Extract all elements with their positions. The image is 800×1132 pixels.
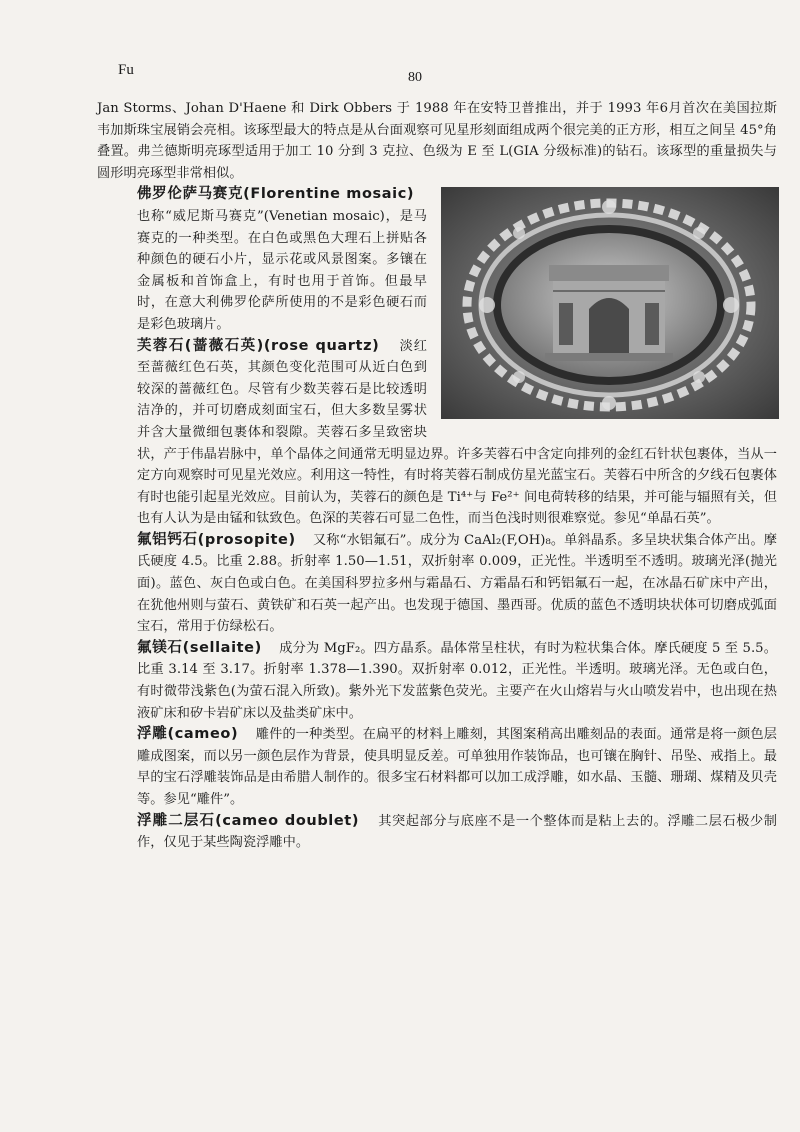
entry-text: 其突起部分与底座不是一个整体而是粘上去的。浮雕二层石极少制作，仅见于某些陶瓷浮雕中。 [137,813,777,851]
entry-term: 浮雕二层石(cameo doublet) [137,812,360,829]
entry-text: 淡红至蔷薇红色石英，其颜色变化范围可从近白色到较深的蔷薇红色。尽管有少数芙蓉石是比较透明洁净的，并可切磨成刻面宝石，但大多数呈雾状并含大量微细包裹体和裂隙。芙蓉石多呈致密块状，产于伟晶岩脉中，单个晶体之间通常无明显边界。许多芙蓉石中含定向排列的金红石针状包裹体，当从一定方向观察时可见星光效应。利用这一特性，有时将芙蓉石制成仿星光蓝宝石。芙蓉石中所含的夕线石包裹体有时也能引起星光效应。目前认为，芙蓉石的颜色是 Ti⁴⁺与 Fe²⁺ 间电荷转移的结果，并可能与辐照有关，但也有人认为是由锰和钛致色。色深的芙蓉石可显二色性，而当色浅时则很难察觉。参见“单晶石英”。 [137,338,777,527]
entry-sellaite [97,638,777,724]
entry-cameo [97,724,777,810]
florentine-mosaic-illustration [441,187,779,419]
entry-text: Jan Storms、Johan D'Haene 和 Dirk Obbers 于 1988 年在安特卫普推出，并于 1993 年6月首次在美国拉斯韦加斯珠宝展销会亮相。该琢型最大的特点是从台面观察可见星形刻面组成两个很完美的正方形，相互之间呈 45°角叠置。弗兰德斯明亮琢型适用于加工 10 分到 3 克拉、色级为 E 至 L(GIA 分级标准)的钻石。该琢型的重量损失与圆形明亮琢型非常相似。 [97,101,777,181]
entry-prosopite [97,530,777,638]
page-number: 80 [408,70,422,85]
entry-text: 也称“威尼斯马赛克”(Venetian mosaic)，是马赛克的一种类型。在白色或黑色大理石上拼贴各种颜色的硬石小片，显示花或风景图案。多镶在金属板和首饰盒上，有时也用于首饰。但最早时，在意大利佛罗伦萨所使用的不是彩色硬石而是彩色玻璃片。 [137,208,427,332]
entry-intro [97,98,777,184]
body-text [97,98,777,854]
entry-text: 成分为 MgF₂。四方晶系。晶体常呈柱状，有时为粒状集合体。摩氏硬度 5 至 5.5。比重 3.14 至 3.17。折射率 1.378—1.390。双折射率 0.012，正光性。半透明。玻璃光泽。无色或白色，有时微带浅紫色(为萤石混入所致)。紫外光下发蓝紫色荧光。主要产在火山熔岩与火山喷发岩中，也出现在热液矿床和矽卡岩矿床以及盐类矿床中。 [137,640,777,721]
entry-term: 氟铝钙石(prosopite) [137,531,296,548]
entry-term: 氟镁石(sellaite) [137,639,262,656]
entry-term: 佛罗伦萨马赛克(Florentine mosaic) [137,186,415,203]
entry-text: 又称“水铝氟石”。成分为 CaAl₂(F,OH)₈。单斜晶系。多呈块状集合体产出。摩氏硬度 4.5。比重 2.88。折射率 1.50—1.51，双折射率 0.009，正光性。半透明至不透明。玻璃光泽(抛光面)。蓝色、灰白色或白色。在美国科罗拉多州与霜晶石、方霜晶石和钙铝氟石一起，在冰晶石矿床中产出，在犹他州则与萤石、黄铁矿和石英一起产出。也发现于德国、墨西哥。优质的蓝色不透明块状体可切磨成弧面宝石，常用于仿绿松石。 [137,532,777,635]
running-header: Fu [118,62,134,78]
entry-text: 雕件的一种类型。在扁平的材料上雕刻，其图案稍高出雕刻品的表面。通常是将一颜色层雕成图案，而以另一颜色层作为背景，使具明显反差。可单独用作装饰品，也可镶在胸针、吊坠、戒指上。最早的宝石浮雕装饰品是由希腊人制作的。很多宝石材料都可以加工成浮雕，如水晶、玉髓、珊瑚、煤精及贝壳等。参见“雕件”。 [137,727,777,807]
entry-term: 浮雕(cameo) [137,726,239,743]
entry-cameo-doublet [97,811,777,854]
mosaic-brooch-image [441,187,779,419]
entry-term: 芙蓉石(蔷薇石英)(rose quartz) [137,337,380,354]
